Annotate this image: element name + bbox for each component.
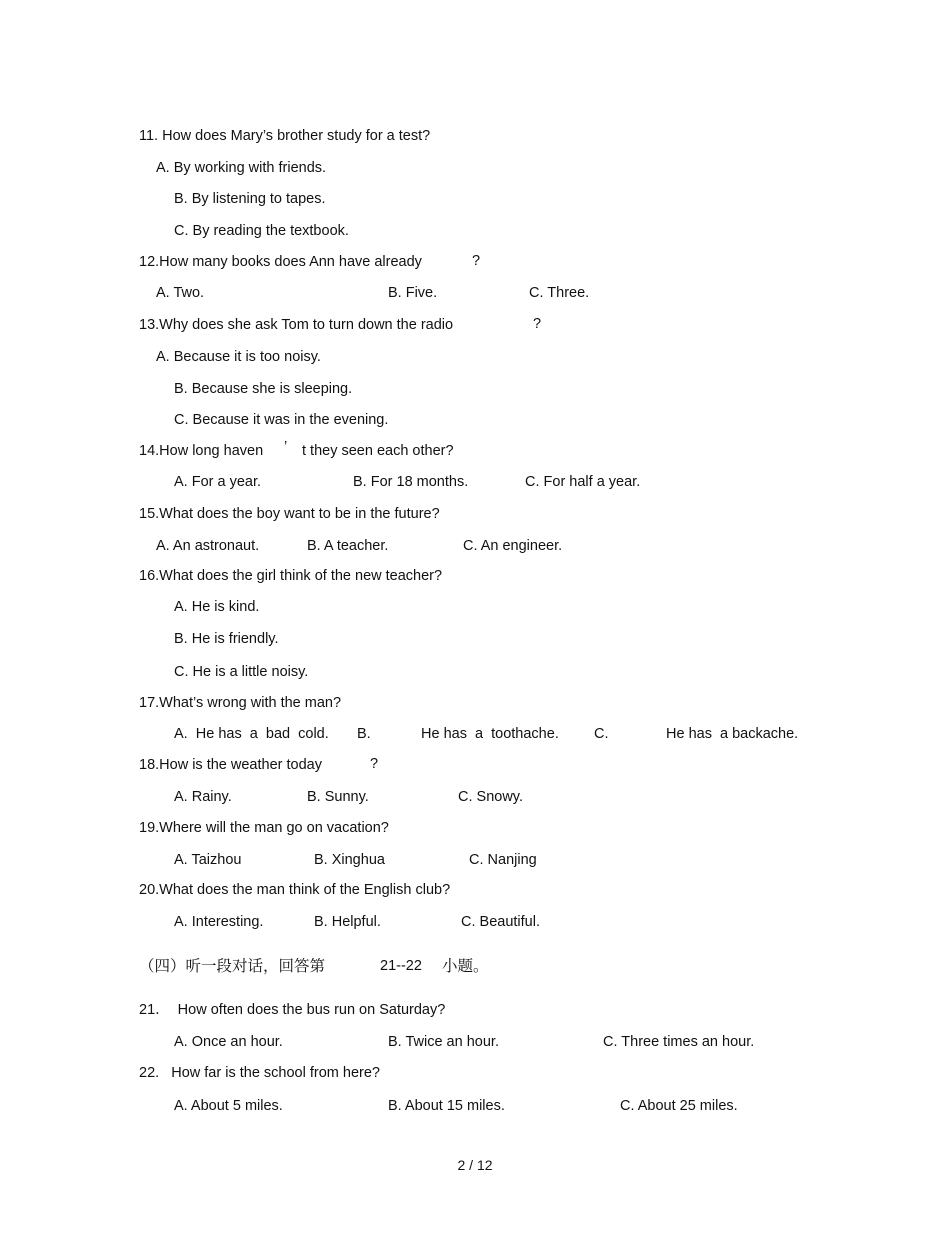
text-line: A. About 5 miles.	[174, 1098, 283, 1114]
text-line: A. Interesting.	[174, 914, 264, 930]
text-line: B. Helpful.	[314, 914, 381, 930]
page-number: 2 / 12	[457, 1157, 493, 1173]
text-line: C. About 25 miles.	[620, 1098, 738, 1114]
text-line: B. A teacher.	[307, 538, 389, 554]
text-line: 16.What does the girl think of the new teacher?	[139, 568, 443, 584]
text-line: C. By reading the textbook.	[174, 223, 349, 239]
text-line: 14.How long haven	[139, 443, 264, 459]
text-line: B. Because she is sleeping.	[174, 381, 353, 397]
text-line: 15.What does the boy want to be in the future?	[139, 506, 440, 522]
text-line: 19.Where will the man go on vacation?	[139, 820, 389, 836]
text-line: 21--22	[380, 958, 422, 974]
text-line: A. Rainy.	[174, 789, 232, 805]
text-line: A. For a year.	[174, 474, 262, 490]
text-line: C. Snowy.	[458, 789, 524, 805]
text-line: （四）听一段对话，回答第	[139, 957, 326, 975]
text-line: ?	[370, 756, 379, 772]
text-line: C. Because it was in the evening.	[174, 412, 389, 428]
text-line: B. About 15 miles.	[388, 1098, 505, 1114]
text-line: 18.How is the weather today	[139, 757, 322, 773]
text-line: 13.Why does she ask Tom to turn down the radio	[139, 317, 454, 333]
text-line: 12.How many books does Ann have already	[139, 254, 422, 270]
text-line: B. Xinghua	[314, 852, 385, 868]
text-line: A. He is kind.	[174, 599, 260, 615]
text-line: 20.What does the man think of the English club?	[139, 882, 451, 898]
text-line: 21． How often does the bus run on Saturday?	[139, 1002, 446, 1018]
text-line: C. Beautiful.	[461, 914, 540, 930]
text-line: B.	[357, 726, 371, 742]
text-line: B. By listening to tapes.	[174, 191, 326, 207]
text-line: C. An engineer.	[463, 538, 563, 554]
text-line: 17.What’s wrong with the man?	[139, 695, 342, 711]
text-line: A. Taizhou	[174, 852, 242, 868]
text-line: C. Three.	[529, 285, 590, 301]
text-line: A. An astronaut.	[156, 538, 260, 554]
text-line: A. Because it is too noisy.	[156, 349, 321, 365]
text-line: B. For 18 months.	[353, 474, 469, 490]
text-line: A. Two.	[156, 285, 205, 301]
text-line: 11. How does Mary’s brother study for a test?	[139, 128, 431, 144]
text-line: He has a toothache.	[421, 726, 559, 742]
text-line: C. He is a little noisy.	[174, 664, 309, 680]
text-line: t they seen each other?	[302, 443, 454, 459]
text-line: B. He is friendly.	[174, 631, 279, 647]
text-line: 22. How far is the school from here?	[139, 1065, 380, 1081]
text-line: C. Three times an hour.	[603, 1034, 755, 1050]
text-line: C. Nanjing	[469, 852, 537, 868]
text-line: ?	[472, 253, 481, 269]
text-line: C.	[594, 726, 609, 742]
text-line: A. Once an hour.	[174, 1034, 283, 1050]
text-line: 小题。	[442, 957, 489, 975]
text-line: B. Five.	[388, 285, 438, 301]
text-line: B. Sunny.	[307, 789, 369, 805]
text-line: ?	[533, 316, 542, 332]
text-line: B. Twice an hour.	[388, 1034, 499, 1050]
text-line: C. For half a year.	[525, 474, 641, 490]
text-line: He has a backache.	[666, 726, 799, 742]
text-line: ’	[284, 439, 288, 455]
text-line: A. By working with friends.	[156, 160, 327, 176]
text-line: A. He has a bad cold.	[174, 726, 329, 742]
